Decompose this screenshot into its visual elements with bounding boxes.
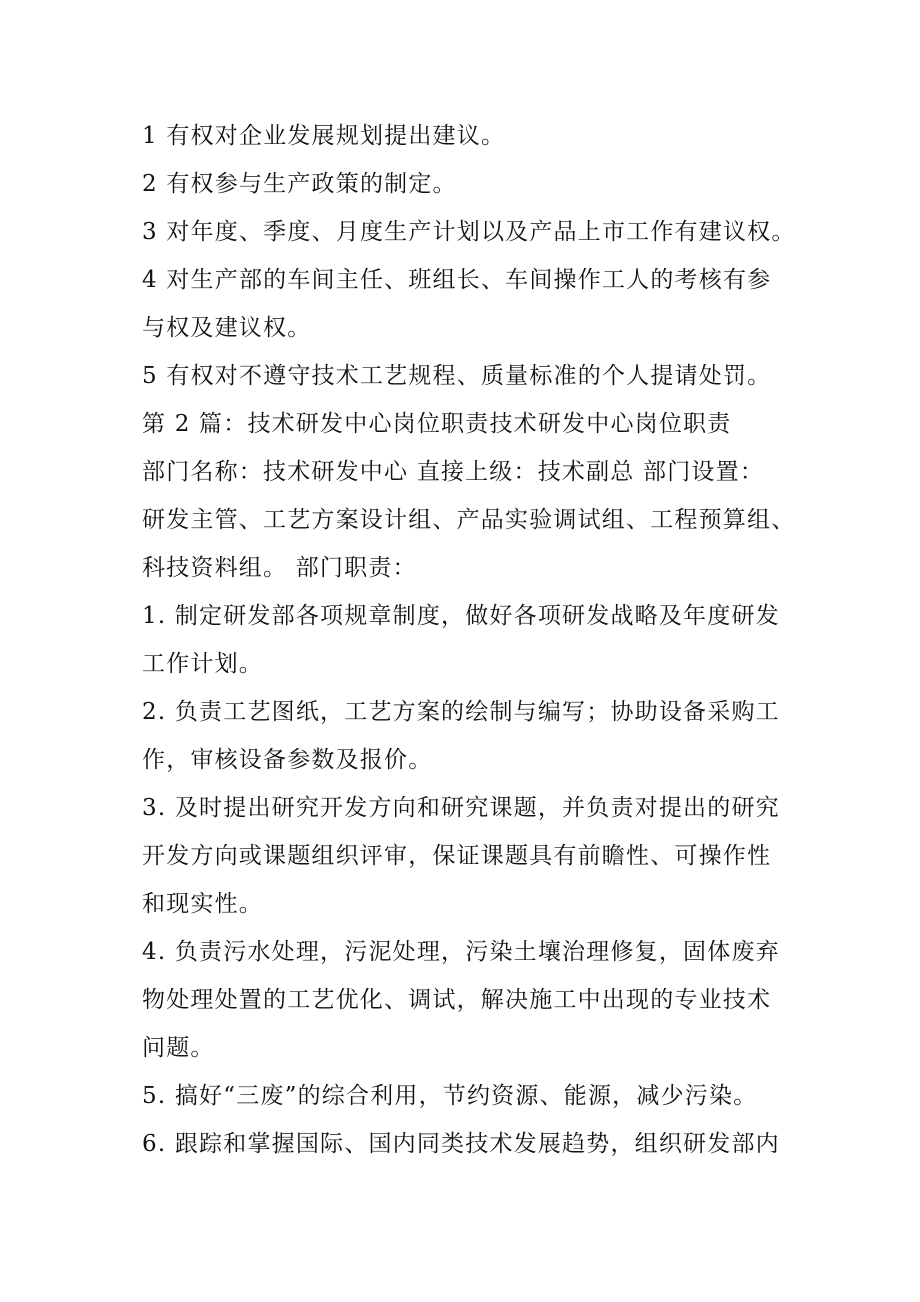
- text-line: 问题。: [142, 1035, 215, 1061]
- text-line: 4 对生产部的车间主任、班组长、车间操作工人的考核有参: [142, 267, 772, 293]
- text-line: 与权及建议权。: [142, 315, 312, 341]
- text-line: 作，审核设备参数及报价。: [142, 747, 433, 773]
- text-line: 和现实性。: [142, 891, 263, 917]
- text-line: 4. 负责污水处理，污泥处理，污染土壤治理修复，固体废弃: [142, 939, 780, 965]
- text-line: 3 对年度、季度、月度生产计划以及产品上市工作有建议权。: [142, 219, 796, 245]
- text-line: 5. 搞好“三废”的综合利用，节约资源、能源，减少污染。: [142, 1083, 758, 1109]
- text-line: 工作计划。: [142, 651, 263, 677]
- text-line: 1 有权对企业发展规划提出建议。: [142, 123, 506, 149]
- document-body: [142, 112, 802, 1168]
- text-line: 2. 负责工艺图纸，工艺方案的绘制与编写；协助设备采购工: [142, 699, 780, 725]
- text-line: 1. 制定研发部各项规章制度，做好各项研发战略及年度研发: [142, 603, 780, 629]
- text-line: 研发主管、工艺方案设计组、产品实验调试组、工程预算组、: [142, 507, 796, 533]
- text-line: 开发方向或课题组织评审，保证课题具有前瞻性、可操作性: [142, 843, 772, 869]
- text-line: 科技资料组。 部门职责：: [142, 555, 417, 581]
- text-line: 物处理处置的工艺优化、调试，解决施工中出现的专业技术: [142, 987, 772, 1013]
- section-heading: 第 2 篇：技术研发中心岗位职责技术研发中心岗位职责: [142, 411, 732, 437]
- text-line: 5 有权对不遵守技术工艺规程、质量标准的个人提请处罚。: [142, 363, 772, 389]
- text-line: 2 有权参与生产政策的制定。: [142, 171, 457, 197]
- text-line: 3. 及时提出研究开发方向和研究课题，并负责对提出的研究: [142, 795, 780, 821]
- text-line: 6. 跟踪和掌握国际、国内同类技术发展趋势，组织研发部内: [142, 1131, 780, 1157]
- text-line: 部门名称：技术研发中心 直接上级：技术副总 部门设置：: [142, 459, 765, 485]
